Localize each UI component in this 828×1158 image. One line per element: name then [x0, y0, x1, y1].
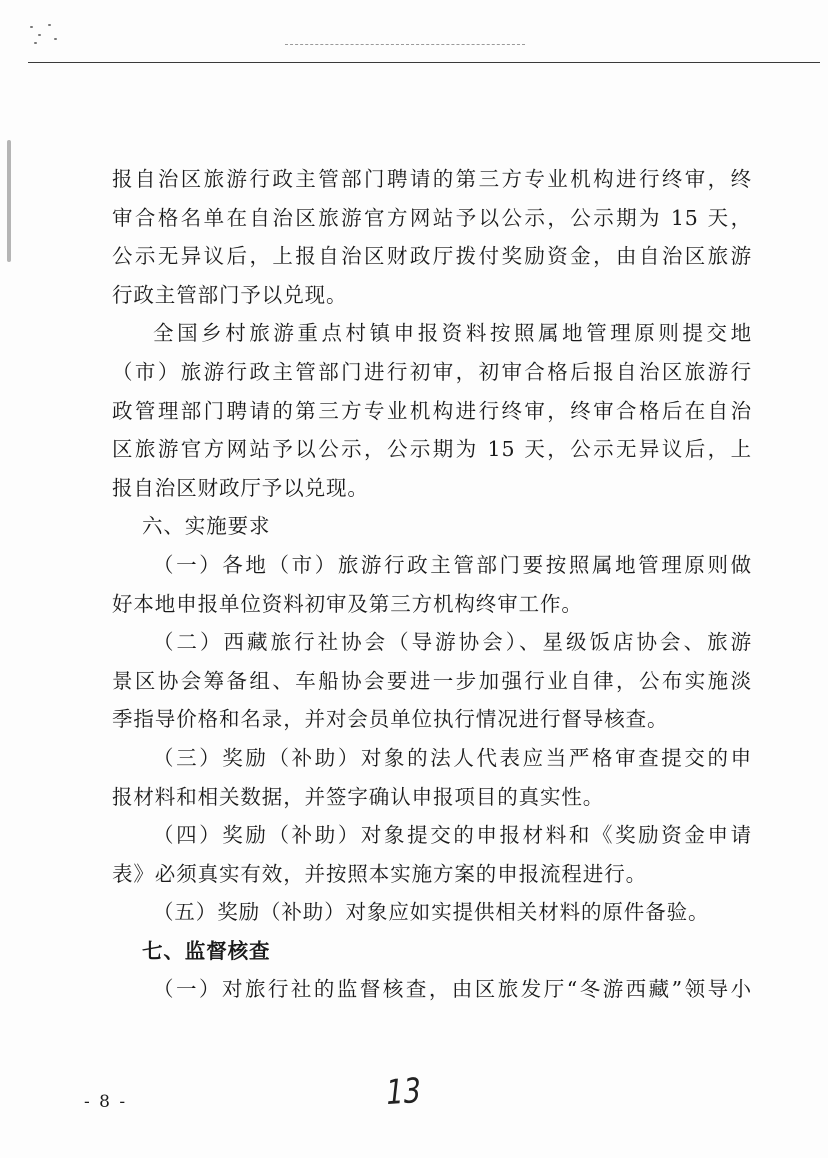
text-line: （一）各地（市）旅游行政主管部门要按照属地管理原则做 — [153, 552, 752, 577]
text-line: （一）对旅行社的监督核查，由区旅发厅“冬游西藏”领导小 — [153, 977, 752, 1002]
scroll-indicator[interactable] — [7, 140, 11, 262]
speck — [48, 24, 51, 26]
text-line: 报材料和相关数据，并签字确认申报项目的真实性。 — [112, 784, 605, 809]
header-faint-rule — [285, 44, 525, 45]
text-line: （五）奖励（补助）对象应如实提供相关材料的原件备验。 — [153, 900, 710, 925]
speck — [54, 38, 57, 40]
document-body — [112, 160, 752, 1009]
text-line: 全国乡村旅游重点村镇申报资料按照属地管理原则提交地 — [153, 321, 752, 346]
text-line: 政管理部门聘请的第三方专业机构进行终审，终审合格后在自治 — [112, 398, 752, 423]
scan-specks — [28, 22, 68, 52]
text-line: （市）旅游行政主管部门进行初审，初审合格后报自治区旅游行 — [112, 359, 752, 384]
handwritten-page-number: 13 — [385, 1070, 422, 1114]
text-line: 区旅游官方网站予以公示，公示期为 15 天，公示无异议后，上 — [112, 437, 752, 462]
section-heading-seven: 七、监督核查 — [142, 938, 271, 963]
page-number: - 8 - — [84, 1092, 128, 1112]
header-rule — [28, 62, 820, 63]
text-line: 好本地申报单位资料初审及第三方机构终审工作。 — [112, 591, 583, 616]
text-line: 报自治区旅游行政主管部门聘请的第三方专业机构进行终审，终 — [112, 167, 752, 191]
text-line: 行政主管部门予以兑现。 — [112, 282, 348, 307]
text-line: （二）西藏旅行社协会（导游协会）、星级饭店协会、旅游 — [153, 630, 752, 655]
speck — [34, 42, 37, 44]
text-line: 报自治区财政厅予以兑现。 — [112, 475, 369, 500]
text-line: 公示无异议后，上报自治区财政厅拨付奖励资金，由自治区旅游 — [112, 244, 752, 269]
text-line: 景区协会筹备组、车船协会要进一步加强行业自律，公布实施淡 — [112, 668, 752, 693]
speck — [38, 34, 41, 36]
text-line: 季指导价格和名录，并对会员单位执行情况进行督导核查。 — [112, 707, 669, 732]
text-line: 表》必须真实有效，并按照本实施方案的申报流程进行。 — [112, 861, 647, 886]
speck — [30, 26, 33, 28]
text-line: 审合格名单在自治区旅游官方网站予以公示，公示期为 15 天， — [112, 205, 752, 230]
text-line: （四）奖励（补助）对象提交的申报材料和《奖励资金申请 — [153, 823, 752, 848]
section-heading-six: 六、实施要求 — [142, 514, 271, 539]
text-line: （三）奖励（补助）对象的法人代表应当严格审查提交的申 — [153, 745, 752, 770]
